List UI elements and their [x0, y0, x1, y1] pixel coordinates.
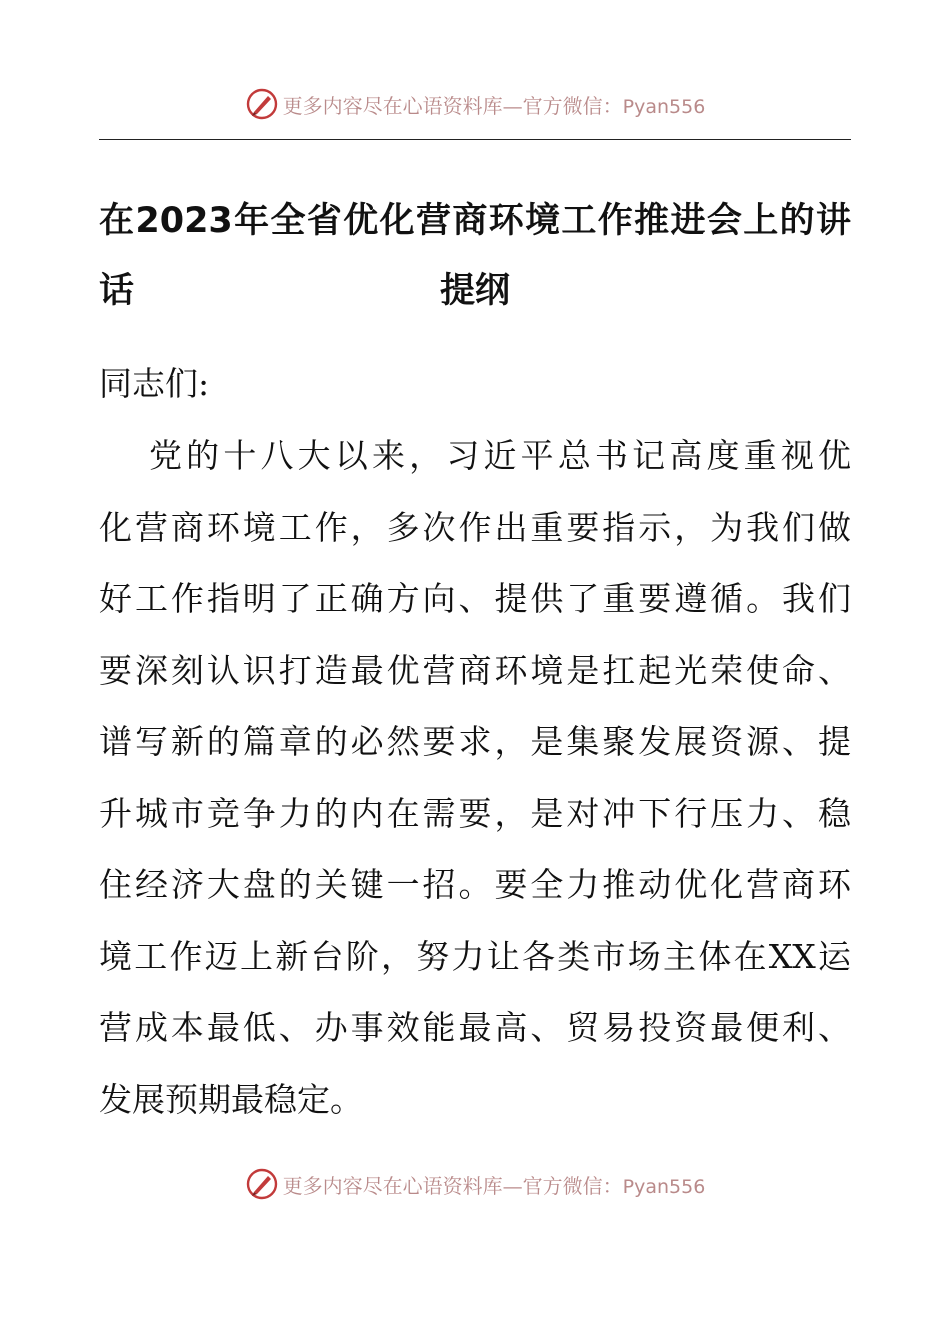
paragraph-line: 升城市竞争力的内在需要，是对冲下行压力、稳 — [99, 793, 851, 833]
document-title-line-2: 提纲 — [439, 271, 510, 311]
paragraph-line: 要深刻认识打造最优营商环境是扛起光荣使命、 — [99, 650, 851, 690]
paragraph-line: 谱写新的篇章的必然要求，是集聚发展资源、提 — [99, 722, 851, 761]
paragraph-line: 发展预期最稳定。 — [99, 1079, 363, 1119]
watermark-text: 更多内容尽在心语资料库—官方微信：Pyan556 — [282, 1173, 706, 1198]
pen-circle-icon — [245, 1167, 279, 1201]
paragraph-line: 好工作指明了正确方向、提供了重要遵循。我们 — [99, 579, 851, 618]
header-watermark — [0, 84, 950, 124]
watermark-account: Pyan556 — [622, 95, 706, 118]
paragraph-line: 境工作迈上新台阶，努力让各类市场主体在XX运 — [99, 936, 851, 976]
pen-circle-icon — [245, 87, 279, 121]
header-divider — [99, 139, 851, 140]
paragraph-line: 化营商环境工作，多次作出重要指示，为我们做 — [99, 507, 851, 547]
document-title-line-1: 在2023年全省优化营商环境工作推进会上的讲话 — [99, 201, 851, 311]
watermark-text: 更多内容尽在心语资料库—官方微信：Pyan556 — [282, 93, 706, 118]
paragraph-line: 营成本最低、办事效能最高、贸易投资最便利、 — [99, 1008, 851, 1047]
body-paragraph — [99, 420, 851, 1135]
watermark-account: Pyan556 — [622, 1175, 706, 1198]
paragraph-line: 党的十八大以来，习近平总书记高度重视优 — [149, 436, 851, 475]
salutation: 同志们: — [99, 364, 210, 403]
footer-watermark — [0, 1164, 950, 1204]
paragraph-line: 住经济大盘的关键一招。要全力推动优化营商环 — [99, 865, 851, 904]
